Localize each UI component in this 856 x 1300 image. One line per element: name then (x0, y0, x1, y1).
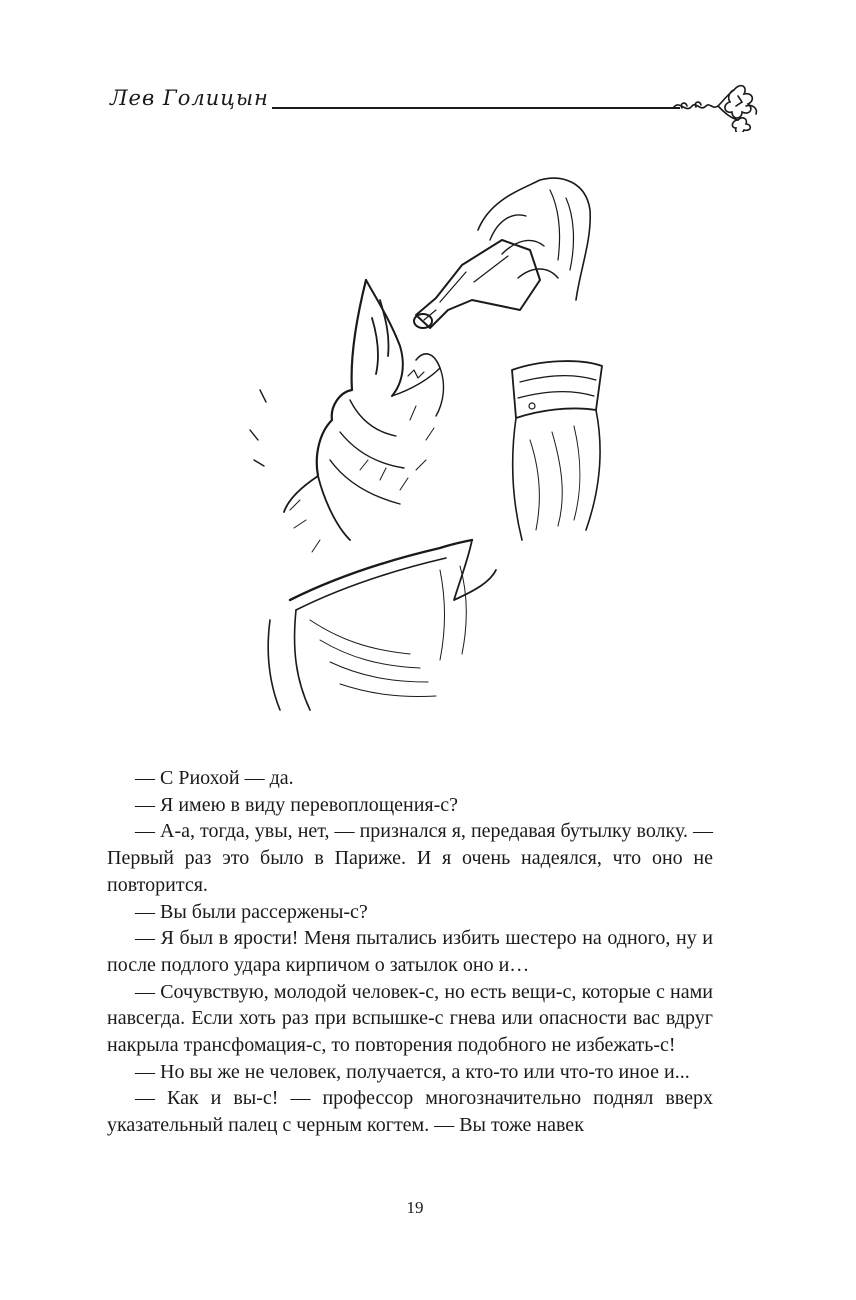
paragraph: — Я имею в виду перевоплощения-с? (135, 793, 459, 816)
paragraph: — Я был в ярости! Меня пытались избить шестеро на одного, ну и после подлого удара кирпичом о затылок оно и… (107, 927, 713, 976)
paragraph: — А-а, тогда, увы, нет, — признался я, передавая бутылку волку. — Первый раз это было в Париже. И я очень надеялся, что оно не повторится. (107, 820, 713, 896)
paragraph: — Но вы же не человек, получается, а кто-то или что-то иное и... (135, 1060, 690, 1083)
floral-ornament-icon (672, 76, 768, 132)
paragraph: — С Риохой — да. (135, 767, 294, 789)
wolf-drinking-from-bottle-sketch (240, 170, 620, 730)
paragraph: — Вы были рассержены-с? (135, 900, 368, 923)
paragraph: — Сочувствую, молодой человек-с, но есть вещи-с, которые с нами навсегда. Если хоть раз при вспышке-с гнева или опасности вас вдруг накрыла трансфомация-с, то повторения подобного не избежать-с! (107, 980, 713, 1057)
header-rule (272, 107, 680, 109)
paragraph: — Как и вы-с! — профессор многозначительно поднял вверх указательный палец с черным когтем. — Вы тоже навек (107, 1087, 713, 1137)
body-text (107, 765, 713, 1139)
page-number: 19 (406, 1198, 424, 1217)
running-header-author: Лев Голицын (110, 86, 269, 110)
